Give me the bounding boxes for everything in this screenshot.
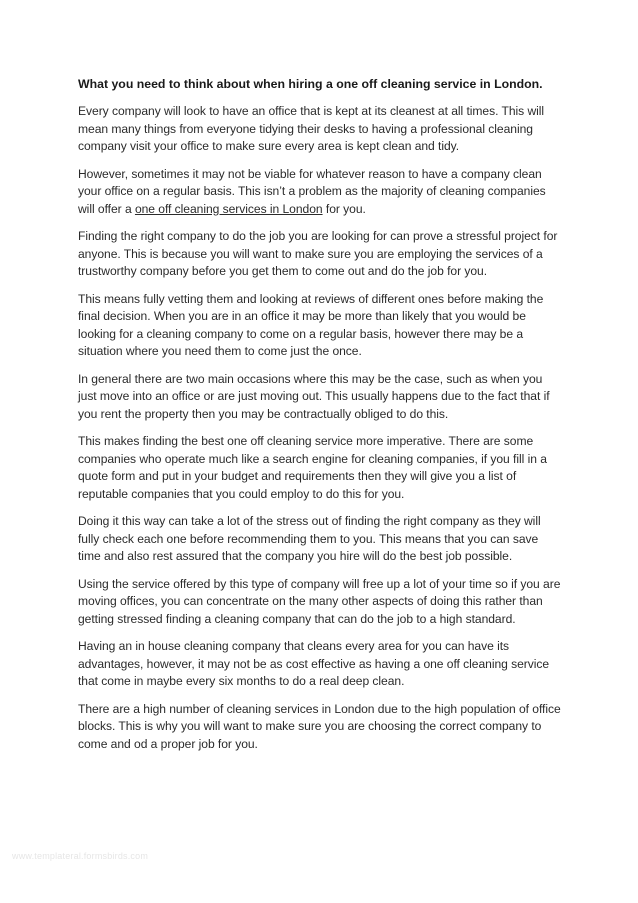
paragraph-2-text-start: However, sometimes it may not be viable for whatever reason to have a company clean your office on a regular basis. This isn’t a problem as the majority of cleaning companies will offer a xyxy=(78,166,546,216)
cleaning-services-link[interactable]: one off cleaning services in London xyxy=(134,201,323,216)
paragraph-8: Using the service offered by this type of company will free up a lot of your time so if you are moving offices, you can concentrate on the many other aspects of doing this rather than getting stressed finding a cleaning company that can do the job to a high standard. xyxy=(78,576,561,626)
paragraph-2 xyxy=(78,166,562,219)
paragraph-4: This means fully vetting them and looking at reviews of different ones before making the final decision. When you are in an office it may be more than likely that you would be looking for a cleaning company to come on a regular basis, however there may be a situation where you need them to come just the once. xyxy=(78,291,544,358)
paragraph-7: Doing it this way can take a lot of the stress out of finding the right company as they will fully check each one before recommending them to you. This means that you can save time and also rest assured that the company you hire will do the best job possible. xyxy=(78,514,541,563)
paragraph-1: Every company will look to have an office that is kept at its cleanest at all times. This will mean many things from everyone tidying their desks to having a professional cleaning company visit your office to make sure every area is kept clean and tidy. xyxy=(78,104,545,153)
document-body xyxy=(78,76,562,763)
paragraph-9: Having an in house cleaning company that cleans every area for you can have its advantages, however, it may not be as cost effective as having a one off cleaning service that come in maybe every six months to do a real deep clean. xyxy=(78,639,550,688)
paragraph-2-text-end: for you. xyxy=(322,201,366,216)
paragraph-10: There are a high number of cleaning services in London due to the high population of office blocks. This is why you will want to make sure you are choosing the correct company to come and od a proper job for you. xyxy=(78,701,561,751)
document-title: What you need to think about when hiring a one off cleaning service in London. xyxy=(78,77,543,91)
watermark: www.templateral.formsbirds.com xyxy=(12,851,149,861)
paragraph-5: In general there are two main occasions where this may be the case, such as when you just move into an office or are just moving out. This usually happens due to the fact that if you rent the property then you may be contractually obliged to do this. xyxy=(78,371,550,421)
paragraph-6: This makes finding the best one off cleaning service more imperative. There are some companies who operate much like a search engine for cleaning companies, if you fill in a quote form and put in your budget and requirements then they will give you a list of reputable companies that you could employ to do this for you. xyxy=(78,434,547,501)
paragraph-3: Finding the right company to do the job you are looking for can prove a stressful project for anyone. This is because you will want to make sure you are employing the services of a trustworthy company before you get them to come out and do the job for you. xyxy=(78,229,558,278)
